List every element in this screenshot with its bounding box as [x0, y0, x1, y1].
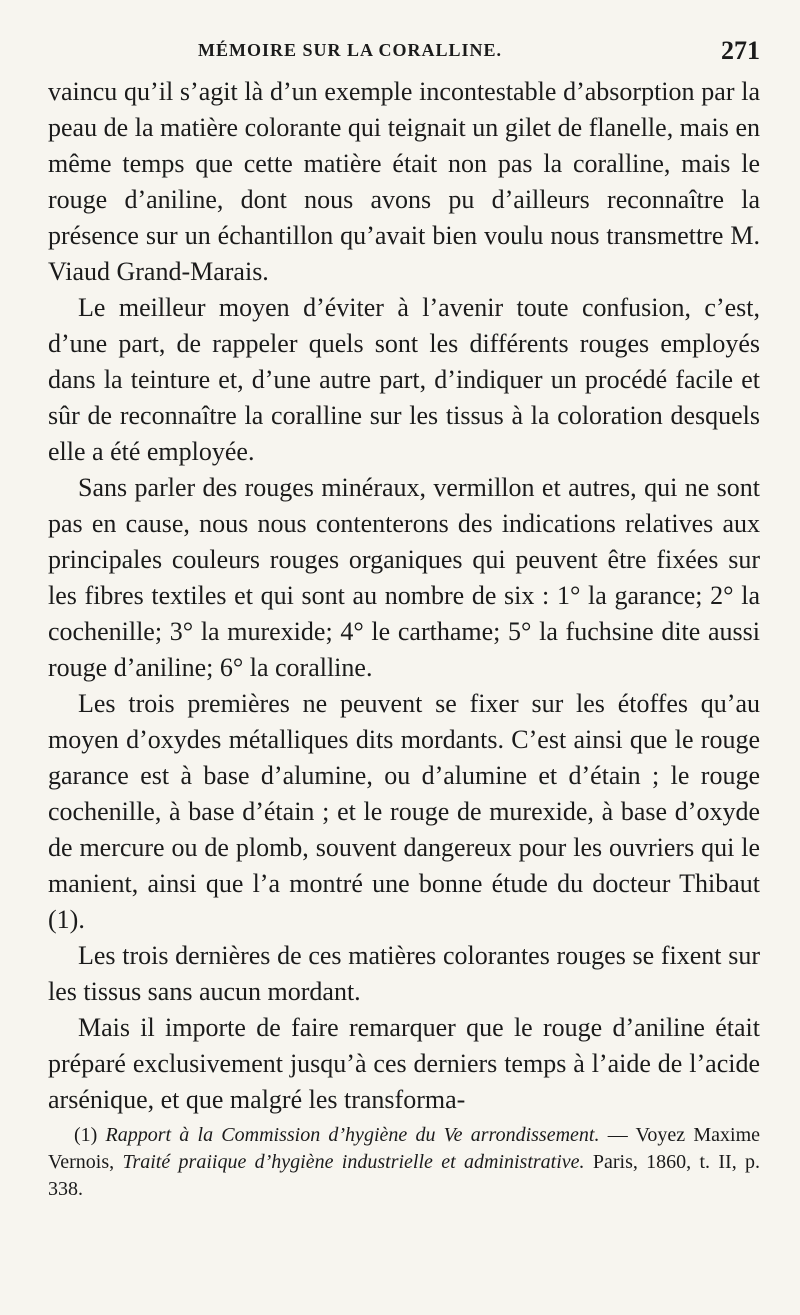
footnote-text	[48, 1122, 760, 1203]
book-page	[48, 36, 760, 1203]
footnote-source: Rapport à la Commission d’hygiène du Ve arrondissement.	[105, 1124, 600, 1146]
paragraph-3: Sans parler des rouges minéraux, vermillon et autres, qui ne sont pas en cause, nous nous contenterons des indications relatives aux principales couleurs rouges organiques qui peuvent être fixées sur les fibres textiles et qui sont au nombre de six : 1° la garance; 2° la cochenille; 3° la murexide; 4° le carthame; 5° la fuchsine dite aussi rouge d’aniline; 6° la coralline.	[48, 473, 760, 682]
footnote-publication: Paris, 1860, t. II, p. 338.	[48, 1151, 761, 1200]
paragraph-1: vaincu qu’il s’agit là d’un exemple incontestable d’absorption par la peau de la matière colorante qui teignait un gilet de flanelle, mais en même temps que cette matière était non pas la coralline, mais le rouge d’aniline, dont nous avons pu d’ailleurs reconnaître la présence sur un échantillon qu’avait bien voulu nous transmettre M. Viaud Grand-Marais.	[48, 77, 760, 286]
page-number: 271	[721, 36, 760, 65]
running-head: MÉMOIRE SUR LA CORALLINE.	[198, 40, 503, 60]
paragraph-4: Les trois premières ne peuvent se fixer sur les étoffes qu’au moyen d’oxydes métalliques dits mordants. C’est ainsi que le rouge garance est à base d’alumine, ou d’alumine et d’étain ; le rouge cochenille, à base d’étain ; et le rouge de murexide, à base d’oxyde de mercure ou de plomb, souvent dangereux pour les ouvriers qui le manient, ainsi que l’a montré une bonne étude du docteur Thibaut (1).	[48, 689, 760, 934]
footnote	[48, 1122, 760, 1203]
main-text	[48, 74, 760, 1118]
footnote-see: — Voyez Maxime Vernois,	[48, 1124, 761, 1173]
footnote-marker: (1)	[74, 1124, 98, 1146]
page-header	[48, 36, 760, 74]
paragraph-5: Les trois dernières de ces matières colorantes rouges se fixent sur les tissus sans aucun mordant.	[48, 941, 760, 1006]
paragraph-6: Mais il importe de faire remarquer que le rouge d’aniline était préparé exclusivement jusqu’à ces derniers temps à l’aide de l’acide arsénique, et que malgré les transforma-	[48, 1013, 760, 1114]
footnote-book-title: Traité praiique d’hygiène industrielle et administrative.	[122, 1151, 585, 1173]
paragraph-2: Le meilleur moyen d’éviter à l’avenir toute confusion, c’est, d’une part, de rappeler quels sont les différents rouges employés dans la teinture et, d’une autre part, d’indiquer un procédé facile et sûr de reconnaître la coralline sur les tissus à la coloration desquels elle a été employée.	[48, 293, 760, 466]
